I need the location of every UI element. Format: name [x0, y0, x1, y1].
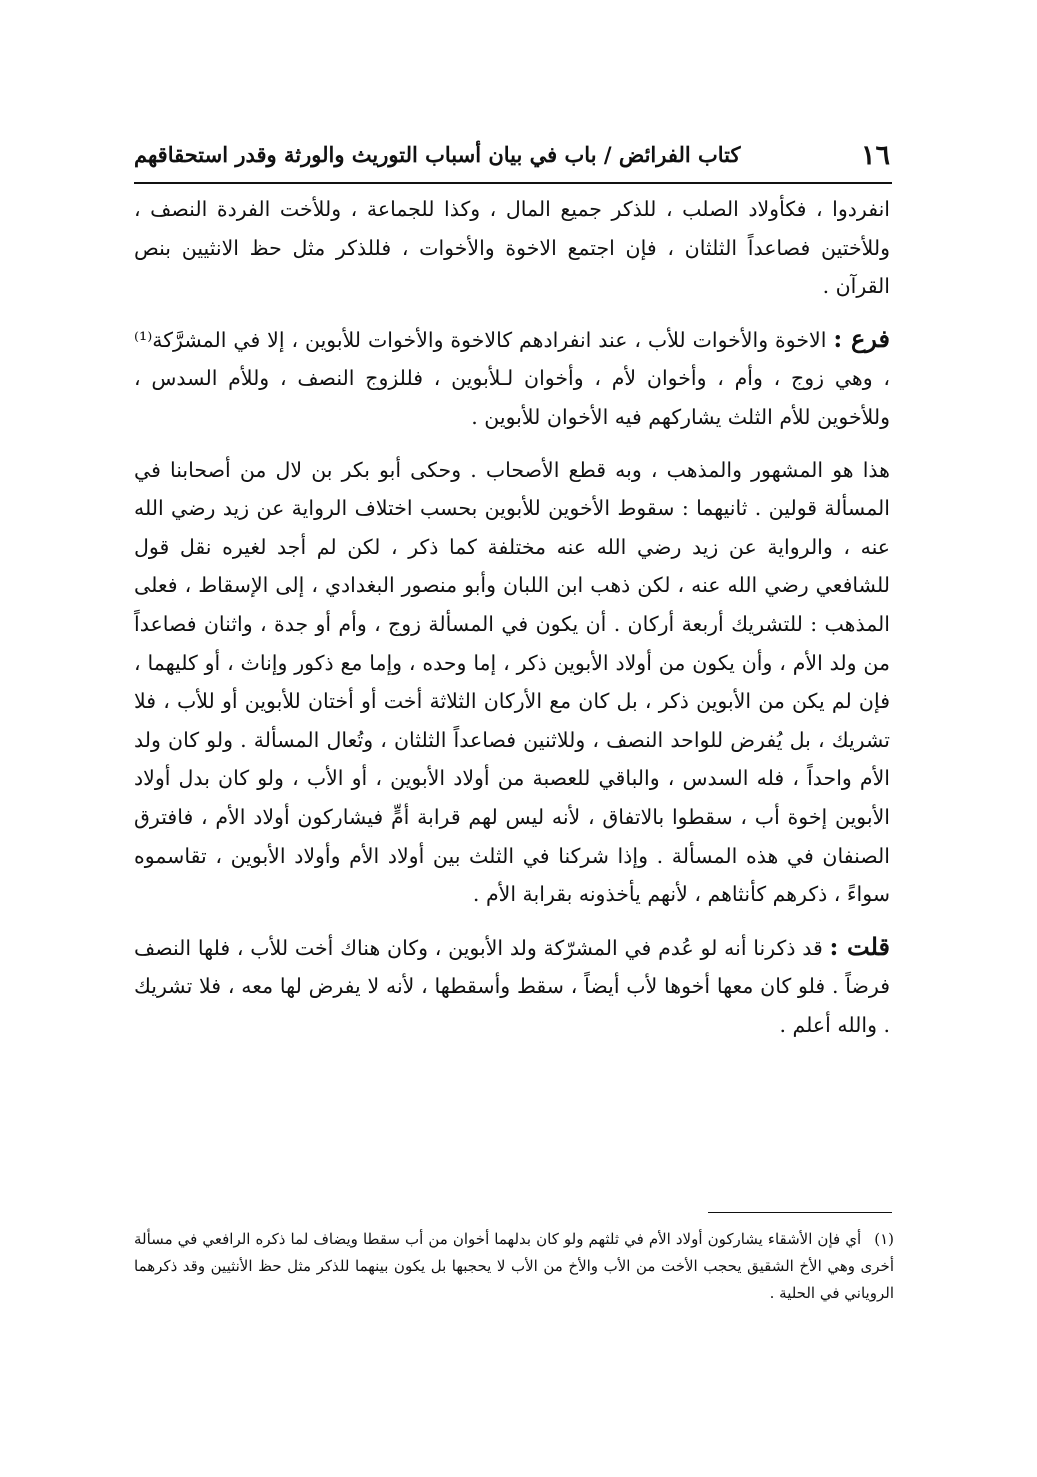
paragraph-3-text: هذا هو المشهور والمذهب ، وبه قطع الأصحاب . وحكى أبو بكر بن لال من أصحابنا في المسألة قولين . ثانيهما : سقوط الأخوين للأبوين بحسب اختلاف الرواية عن زيد رضي الله عنه ، والرواية عن زيد رضي الله عنه مختلفة كما ذكر ، لكن لم أجد لغيره نقل قول للشافعي رضي الله عنه ، لكن ذهب ابن اللبان وأبو منصور البغدادي ، إلى الإسقاط ، فعلى المذهب : للتشريك أربعة أركان . أن يكون في المسألة زوج ، وأم أو جدة ، واثنان فصاعداً من ولد الأم ، وأن يكون من أولاد الأبوين ذكر ، إما وحده ، وإما مع ذكور وإناث ، أو كليهما ، فإن لم يكن من الأبوين ذكر ، بل كان مع الأركان الثلاثة أخت أو أختان للأبوين أو للأب ، فلا تشريك ، بل يُفرض للواحد النصف ، وللاثنين فصاعداً الثلثان ، وتُعال المسألة . ولو كان ولد الأم واحداً ، فله السدس ، والباقي للعصبة من أولاد الأبوين ، أو الأب ، ولو كان بدل أولاد الأبوين إخوة أب ، سقطوا بالاتفاق ، لأنه ليس لهم قرابة أمٍّ فيشاركون أولاد الأم ، فافترق الصنفان في هذه المسألة . وإذا شركنا في الثلث بين أولاد الأم وأولاد الأبوين ، تقاسموه سواءً ، ذكرهم كأنثاهم ، لأنهم يأخذونه بقرابة الأم .	[134, 457, 890, 907]
footnote-marker: (١)	[874, 1230, 894, 1248]
footnote	[134, 1226, 894, 1307]
header-divider	[134, 182, 892, 184]
paragraph-2-text: الاخوة والأخوات للأب ، عند انفرادهم كالاخوة والأخوات للأبوين ، إلا في المشرَّكة⁽¹⁾ ، وهي زوج ، وأم ، وأخوان لأم ، وأخوان لـلأبوين ، فللزوج النصف ، وللأم السدس ، وللأخوين للأم الثلث يشاركهم فيه الأخوان للأبوين .	[134, 327, 890, 429]
running-title: كتاب الفرائض / باب في بيان أسباب التوريث والورثة وقدر استحقاقهم	[134, 142, 741, 167]
paragraph-2	[134, 320, 890, 437]
paragraph-4-lead: قلت :	[829, 931, 890, 961]
paragraph-2-lead: فرع :	[833, 323, 891, 353]
paragraph-4	[134, 928, 890, 1045]
page-header	[134, 138, 890, 178]
paragraph-1	[134, 190, 890, 306]
paragraph-1-text: انفردوا ، فكأولاد الصلب ، للذكر جميع المال ، وكذا للجماعة ، وللأخت الفردة النصف ، وللأختين فصاعداً الثلثان ، فإن اجتمع الاخوة والأخوات ، فللذكر مثل حظ الانثيين بنص القرآن .	[134, 197, 890, 299]
paragraph-4-text: قد ذكرنا أنه لو عُدم في المشرّكة ولد الأبوين ، وكان هناك أخت للأب ، فلها النصف فرضاً . فلو كان معها أخوها لأب أيضاً ، سقط وأسقطها ، لأنه لا يفرض لها معه ، فلا تشريك . والله أعلم .	[134, 935, 890, 1037]
page-number: ١٦	[860, 140, 890, 171]
footnote-divider	[708, 1212, 892, 1213]
main-text	[134, 190, 890, 1058]
paragraph-3	[134, 451, 890, 914]
footnote-text: أي فإن الأشقاء يشاركون أولاد الأم في ثلثهم ولو كان بدلهما أخوان من أب سقطا ويضاف لما ذكره الرافعي في مسألة أخرى وهي الأخ الشقيق يحجب الأخت من الأب والأخ من الأب لا يحجبها بل يكون بينهما للذكر مثل حظ الأنثيين وقد ذكرهما الروياني في الحلية .	[134, 1230, 894, 1302]
